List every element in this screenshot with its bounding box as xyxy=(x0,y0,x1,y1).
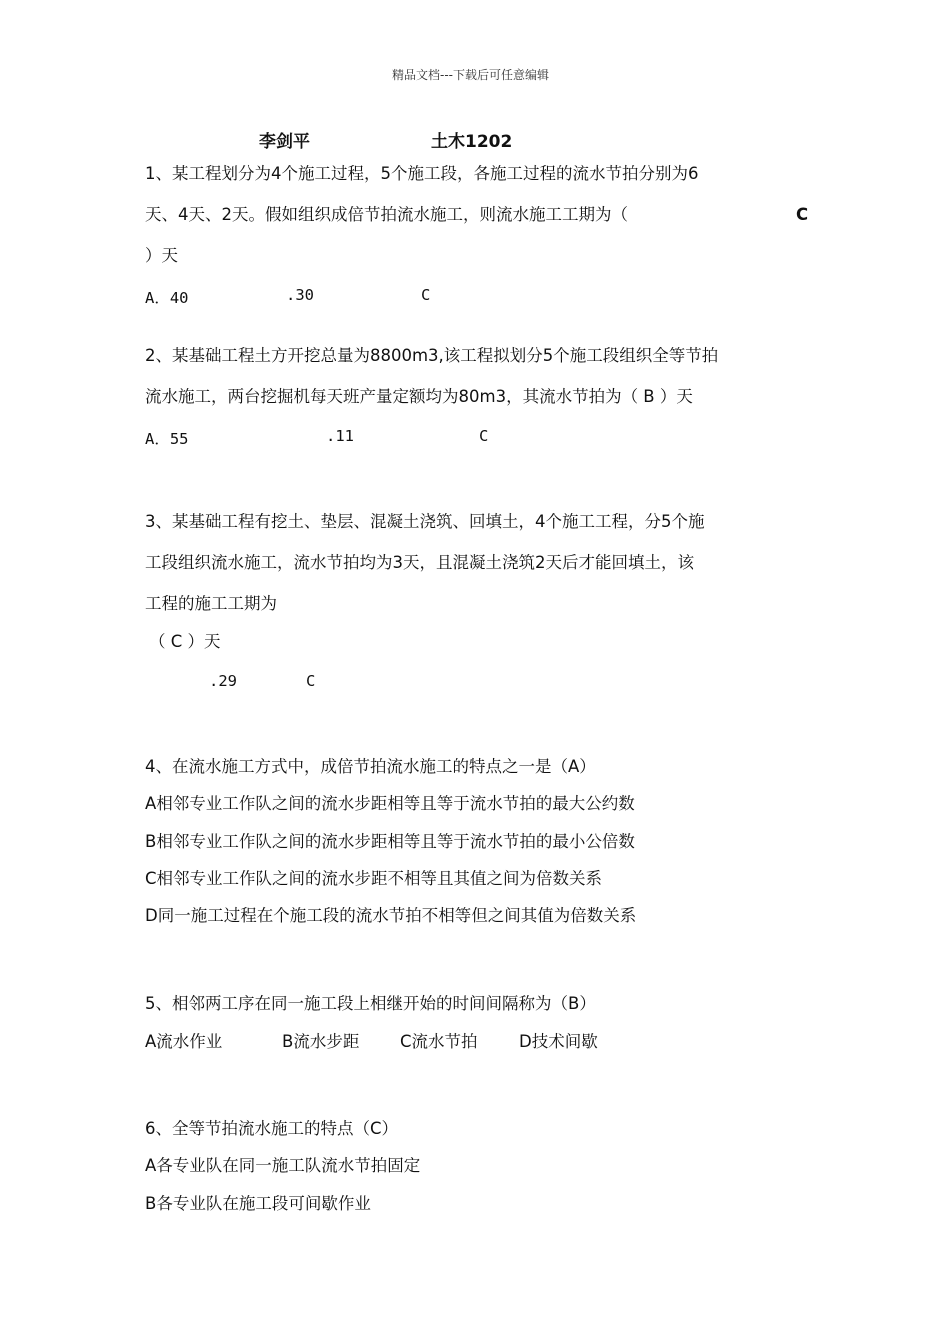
header-note: 精品文档---下载后可任意编辑 xyxy=(392,68,549,82)
q4-stem: 4、在流水施工方式中，成倍节拍流水施工的特点之一是（A） xyxy=(145,757,596,776)
author-class: 土木1202 xyxy=(431,132,513,152)
q2-line1: 2、某基础工程土方开挖总量为8800m3,该工程拟划分5个施工段组织全等节拍 xyxy=(145,346,719,365)
q5-option-a: A流水作业 xyxy=(145,1032,223,1051)
q3-option-b: .29 xyxy=(209,672,237,690)
q4-option-d: D同一施工过程在个施工段的流水节拍不相等但之间其值为倍数关系 xyxy=(145,906,637,925)
q4-option-a: A相邻专业工作队之间的流水步距相等且等于流水节拍的最大公约数 xyxy=(145,794,635,813)
q2-option-b: .11 xyxy=(326,427,354,445)
q4-option-b: B相邻专业工作队之间的流水步距相等且等于流水节拍的最小公倍数 xyxy=(145,832,635,851)
q1-answer: C xyxy=(796,205,809,224)
q2-line2: 流水施工，两台挖掘机每天班产量定额均为80m3，其流水节拍为（ B ）天 xyxy=(145,387,693,406)
q3-line3: 工程的施工工期为 xyxy=(145,594,277,613)
q1-line1: 1、某工程划分为4个施工过程，5个施工段，各施工过程的流水节拍分别为6 xyxy=(145,164,699,183)
q1-option-a: A．40 xyxy=(145,289,189,307)
q5-option-b: B流水步距 xyxy=(282,1032,360,1051)
q2-option-a: A．55 xyxy=(145,430,189,448)
q1-line3: ）天 xyxy=(145,246,178,265)
q1-option-c: C xyxy=(421,286,431,304)
q3-option-c: C xyxy=(306,672,316,690)
q6-option-a: A各专业队在同一施工队流水节拍固定 xyxy=(145,1156,421,1175)
q1-option-b: .30 xyxy=(286,286,314,304)
q5-stem: 5、相邻两工序在同一施工段上相继开始的时间间隔称为（B） xyxy=(145,994,596,1013)
q2-option-c: C xyxy=(479,427,489,445)
author-name: 李剑平 xyxy=(259,132,310,152)
q3-line2: 工段组织流水施工，流水节拍均为3天，且混凝土浇筑2天后才能回填土，该 xyxy=(145,553,694,572)
q3-line1: 3、某基础工程有挖土、垫层、混凝土浇筑、回填土，4个施工工程，分5个施 xyxy=(145,512,705,531)
q5-option-d: D技术间歇 xyxy=(519,1032,598,1051)
q1-line2: 天、4天、2天。假如组织成倍节拍流水施工，则流水施工工期为（ xyxy=(145,205,628,224)
q6-stem: 6、全等节拍流水施工的特点（C） xyxy=(145,1119,399,1138)
q6-option-b: B各专业队在施工段可间歇作业 xyxy=(145,1194,371,1213)
q5-option-c: C流水节拍 xyxy=(400,1032,478,1051)
q3-line4: （ C ）天 xyxy=(149,632,221,651)
q4-option-c: C相邻专业工作队之间的流水步距不相等且其值之间为倍数关系 xyxy=(145,869,603,888)
